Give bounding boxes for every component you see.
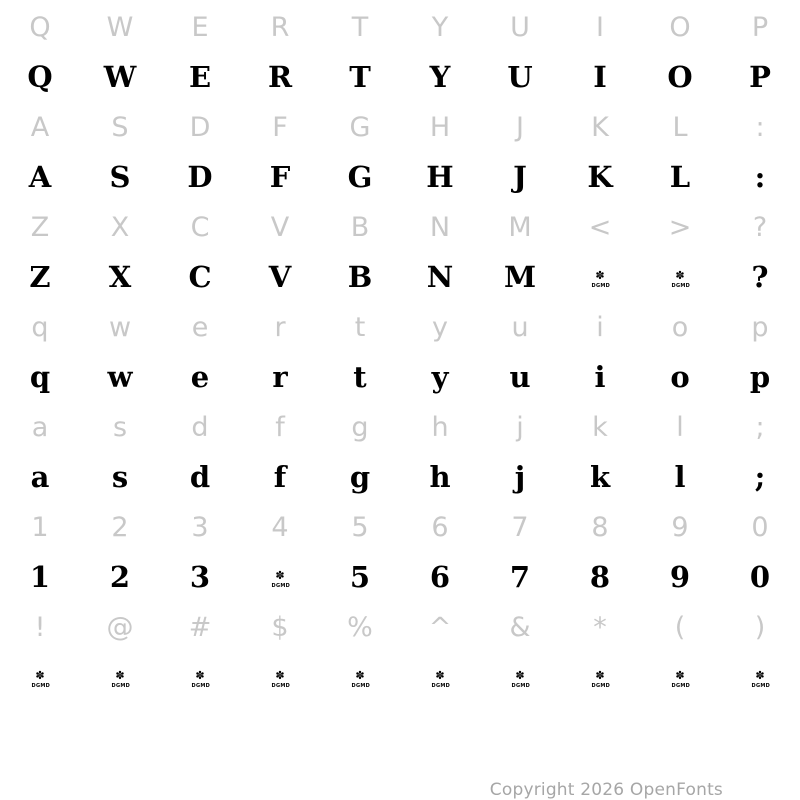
glyph-cell: Y [431,12,449,43]
reference-glyph-row [0,2,800,53]
glyph-cell: 1 [29,560,51,594]
notdef-glyph: ✽ DGMD [111,668,131,689]
glyph-cell: C [190,212,210,243]
glyph-cell: M [503,260,537,294]
glyph-cell: d [189,460,211,494]
notdef-glyph: ✽ DGMD [671,668,691,689]
glyph-cell: M [508,212,532,243]
notdef-glyph: ✽ DGMD [31,668,51,689]
reference-glyph-row [0,402,800,453]
glyph-cell: 0 [749,560,771,594]
glyph-cell: 5 [349,560,371,594]
glyph-cell: : [754,160,766,194]
glyph-cell: k [592,412,608,443]
glyph-cell: q [31,312,49,343]
glyph-cell: a [31,412,49,443]
glyph-cell: E [191,12,209,43]
notdef-glyph: ✽ DGMD [271,668,291,689]
glyph-cell: q [29,360,51,394]
glyph-cell: J [516,112,524,143]
glyph-cell: W [103,60,137,94]
sample-glyph-row [0,353,800,402]
glyph-cell: U [507,60,533,94]
glyph-cell: 6 [429,560,451,594]
glyph-cell: & [509,612,531,643]
glyph-cell: T [351,12,369,43]
reference-glyph-row [0,102,800,153]
glyph-cell: V [270,212,290,243]
glyph-cell: 7 [509,560,531,594]
glyph-cell: ? [752,212,768,243]
glyph-cell: * [593,612,607,643]
glyph-cell: X [110,212,130,243]
glyph-cell: K [587,160,613,194]
glyph-cell: ( [674,612,686,643]
notdef-glyph: ✽ DGMD [751,668,771,689]
notdef-glyph: ✽ DGMD [591,268,611,289]
glyph-cell: l [674,460,686,494]
glyph-cell: > [668,212,692,243]
notdef-glyph: ✽ DGMD [671,268,691,289]
glyph-cell: W [106,12,134,43]
glyph-cell: Z [29,260,51,294]
glyph-cell: N [426,260,454,294]
glyph-cell: f [273,460,287,494]
glyph-cell: K [591,112,609,143]
glyph-cell: @ [106,612,134,643]
glyph-cell: r [274,312,286,343]
glyph-cell: E [188,60,212,94]
glyph-cell: j [514,460,526,494]
glyph-cell: R [270,12,290,43]
glyph-cell: N [429,212,451,243]
glyph-cell: l [676,412,684,443]
glyph-cell: y [431,360,449,394]
glyph-cell: o [670,360,690,394]
glyph-cell: F [272,112,288,143]
glyph-cell: g [351,412,369,443]
notdef-glyph: ✽ DGMD [191,668,211,689]
glyph-cell: O [667,60,693,94]
glyph-cell: H [429,112,451,143]
glyph-cell: ) [754,612,766,643]
glyph-cell: 3 [191,512,209,543]
glyph-cell: 0 [751,512,769,543]
sample-glyph-row [0,53,800,102]
glyph-cell: R [267,60,293,94]
glyph-cell: A [28,160,52,194]
glyph-cell: u [511,312,529,343]
glyph-cell: 2 [111,512,129,543]
glyph-cell: 2 [109,560,131,594]
glyph-cell: s [111,460,129,494]
glyph-cell: Y [429,60,451,94]
glyph-cell: 6 [431,512,449,543]
glyph-cell: 4 [271,512,289,543]
glyph-cell: D [187,160,213,194]
sample-glyph-row [0,153,800,202]
reference-glyph-row [0,502,800,553]
glyph-cell: s [112,412,128,443]
glyph-cell: p [751,312,769,343]
glyph-cell: H [426,160,454,194]
glyph-cell: 3 [189,560,211,594]
footer [0,780,800,800]
glyph-cell: g [349,460,371,494]
glyph-cell: ^ [428,612,452,643]
glyph-cell: j [516,412,524,443]
glyph-cell: 5 [351,512,369,543]
glyph-cell: % [347,612,373,643]
glyph-cell: T [349,60,371,94]
notdef-glyph: ✽ DGMD [351,668,371,689]
glyph-cell: G [349,112,371,143]
glyph-cell: ? [751,260,769,294]
glyph-cell: 8 [591,512,609,543]
glyph-cell: P [749,60,771,94]
glyph-cell: Q [29,12,51,43]
glyph-cell: I [593,60,607,94]
glyph-cell: F [269,160,291,194]
glyph-cell: ; [754,460,766,494]
glyph-cell: S [109,160,131,194]
notdef-glyph: ✽ DGMD [591,668,611,689]
glyph-cell: B [350,212,370,243]
glyph-cell: 8 [589,560,611,594]
glyph-cell: O [669,12,691,43]
glyph-cell: i [594,360,606,394]
sample-glyph-row [0,653,800,702]
sample-glyph-row [0,553,800,602]
glyph-cell: w [107,360,133,394]
glyph-cell: 1 [31,512,49,543]
glyph-cell: G [347,160,373,194]
glyph-cell: U [510,12,530,43]
glyph-cell: r [272,360,288,394]
glyph-cell: Q [27,60,53,94]
glyph-cell: d [191,412,209,443]
glyph-cell: w [108,312,132,343]
glyph-cell: A [30,112,50,143]
sample-glyph-row [0,253,800,302]
glyph-cell: : [755,112,765,143]
glyph-cell: S [111,112,129,143]
glyph-cell: B [347,260,373,294]
glyph-cell: D [189,112,211,143]
glyph-cell: p [749,360,771,394]
glyph-cell: $ [271,612,289,643]
glyph-cell: P [751,12,769,43]
glyph-cell: Z [30,212,50,243]
notdef-glyph: ✽ DGMD [511,668,531,689]
glyph-cell: 9 [671,512,689,543]
glyph-cell: h [431,412,449,443]
copyright-text: Copyright 2026 OpenFonts [489,780,723,800]
reference-glyph-row [0,202,800,253]
sample-glyph-row [0,453,800,502]
notdef-glyph: ✽ DGMD [271,568,291,589]
glyph-cell: ! [34,612,46,643]
notdef-glyph: ✽ DGMD [431,668,451,689]
glyph-cell: h [429,460,451,494]
glyph-cell: 9 [669,560,691,594]
glyph-cell: e [191,312,209,343]
reference-glyph-row [0,302,800,353]
glyph-cell: f [275,412,285,443]
glyph-cell: i [596,312,604,343]
glyph-cell: C [188,260,212,294]
glyph-cell: V [268,260,292,294]
glyph-cell: # [188,612,212,643]
glyph-cell: ; [755,412,765,443]
glyph-cell: o [671,312,689,343]
glyph-cell: k [589,460,611,494]
glyph-cell: u [509,360,531,394]
glyph-cell: X [108,260,132,294]
reference-glyph-row [0,602,800,653]
glyph-cell: e [190,360,210,394]
glyph-cell: a [30,460,50,494]
glyph-cell: I [596,12,604,43]
glyph-cell: J [513,160,527,194]
glyph-cell: < [588,212,612,243]
glyph-cell: y [432,312,448,343]
glyph-cell: t [353,360,367,394]
glyph-cell: L [672,112,688,143]
glyph-cell: L [669,160,691,194]
glyph-cell: t [354,312,366,343]
glyph-cell: 7 [511,512,529,543]
